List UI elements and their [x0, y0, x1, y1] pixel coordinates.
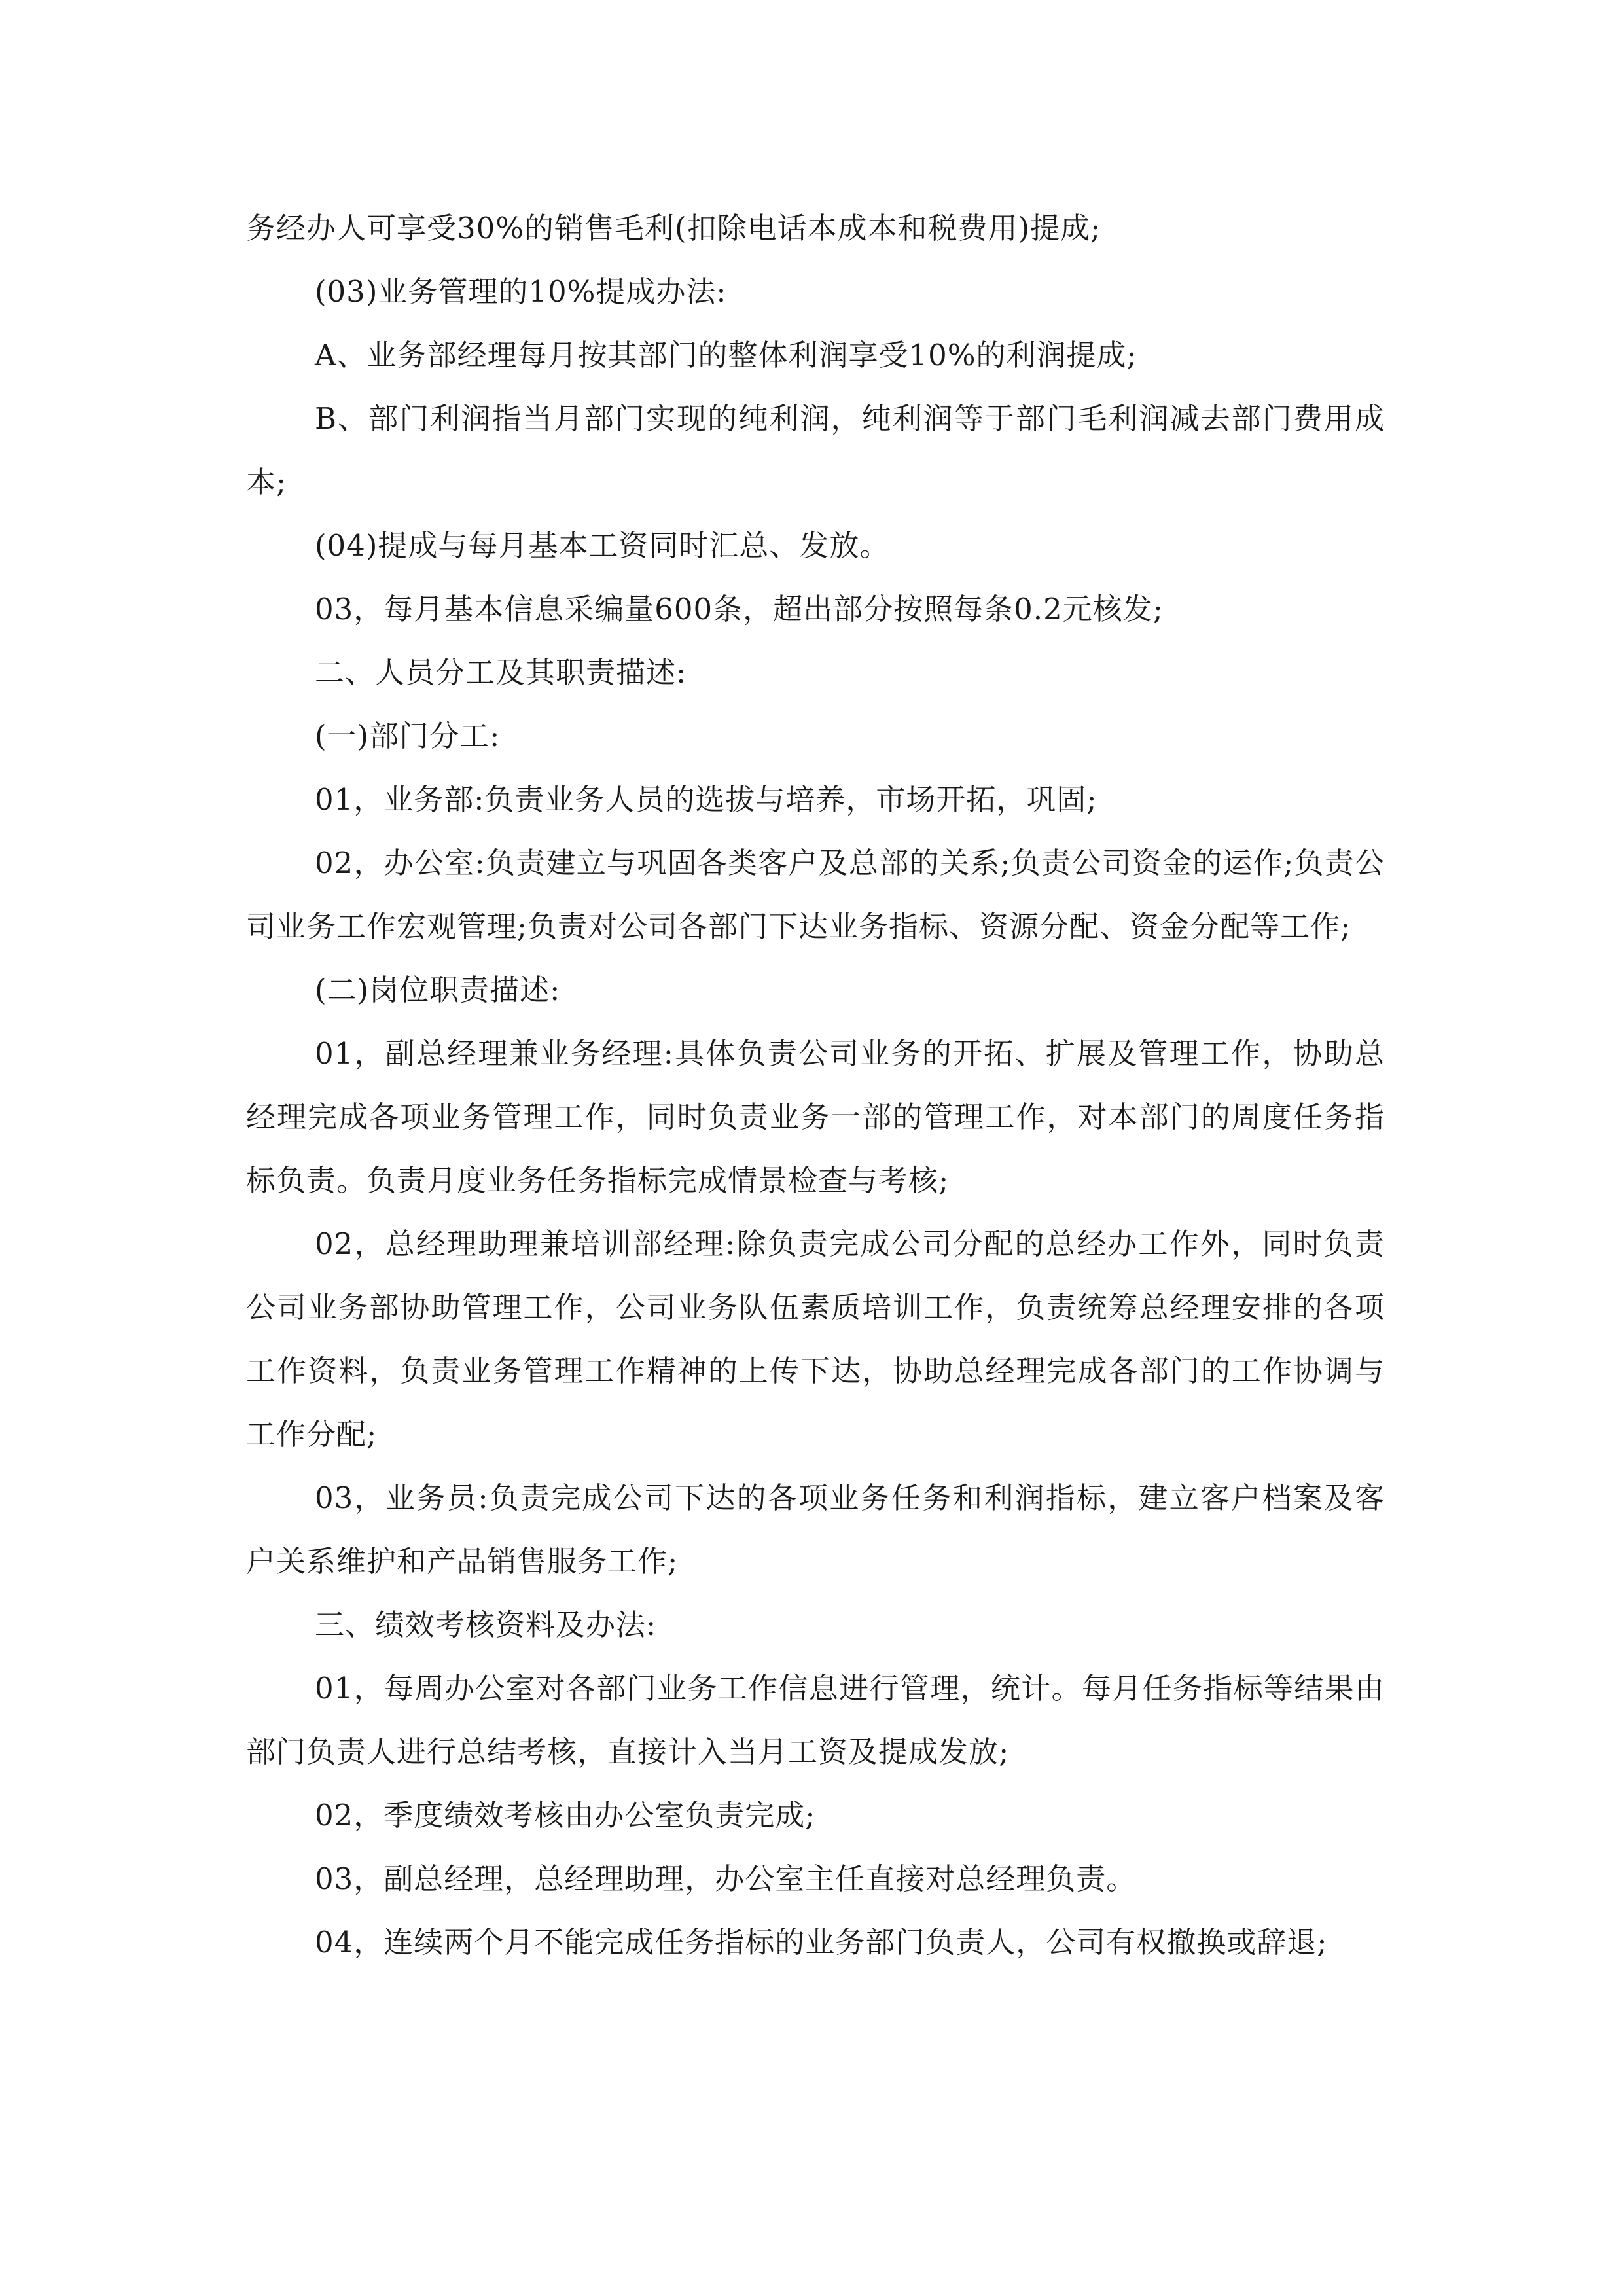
paragraph: 02，总经理助理兼培训部经理:除负责完成公司分配的总经办工作外，同时负责公司业务部协助管理工作，公司业务队伍素质培训工作，负责统筹总经理安排的各项工作资料，负责业务管理工作精神的上传下达，协助总经理完成各部门的工作协调与工作分配; — [246, 1227, 1385, 1452]
paragraph: 01，业务部:负责业务人员的选拔与培养，市场开拓，巩固; — [315, 782, 1097, 817]
section-heading: 二、人员分工及其职责描述: — [315, 655, 687, 690]
paragraph: 03，每月基本信息采编量600条，超出部分按照每条0.2元核发; — [315, 592, 1164, 626]
subsection-heading: (二)岗位职责描述: — [315, 973, 561, 1007]
paragraph: (03)业务管理的10%提成办法: — [315, 274, 727, 309]
paragraph: 务经办人可享受30%的销售毛利(扣除电话本成本和税费用)提成; — [246, 211, 1101, 245]
paragraph: 02，季度绩效考核由办公室负责完成; — [315, 1798, 816, 1833]
paragraph: 03，副总经理，总经理助理，办公室主任直接对总经理负责。 — [315, 1861, 1137, 1896]
paragraph: 01，每周办公室对各部门业务工作信息进行管理，统计。每月任务指标等结果由部门负责人进行总结考核，直接计入当月工资及提成发放; — [246, 1671, 1385, 1769]
document-body — [246, 196, 1385, 1974]
paragraph: 03，业务员:负责完成公司下达的各项业务任务和利润指标，建立客户档案及客户关系维护和产品销售服务工作; — [246, 1480, 1385, 1579]
paragraph: A、业务部经理每月按其部门的整体利润享受10%的利润提成; — [315, 338, 1137, 372]
paragraph: 04，连续两个月不能完成任务指标的业务部门负责人，公司有权撤换或辞退; — [315, 1925, 1328, 1960]
subsection-heading: (一)部门分工: — [315, 719, 501, 753]
paragraph: (04)提成与每月基本工资同时汇总、发放。 — [315, 528, 890, 563]
section-heading: 三、绩效考核资料及办法: — [315, 1607, 657, 1642]
paragraph: 02，办公室:负责建立与巩固各类客户及总部的关系;负责公司资金的运作;负责公司业务工作宏观管理;负责对公司各部门下达业务指标、资源分配、资金分配等工作; — [246, 846, 1385, 944]
paragraph: 01，副总经理兼业务经理:具体负责公司业务的开拓、扩展及管理工作，协助总经理完成各项业务管理工作，同时负责业务一部的管理工作，对本部门的周度任务指标负责。负责月度业务任务指标完成情景检查与考核; — [246, 1036, 1385, 1198]
paragraph: B、部门利润指当月部门实现的纯利润，纯利润等于部门毛利润减去部门费用成本; — [246, 401, 1385, 499]
